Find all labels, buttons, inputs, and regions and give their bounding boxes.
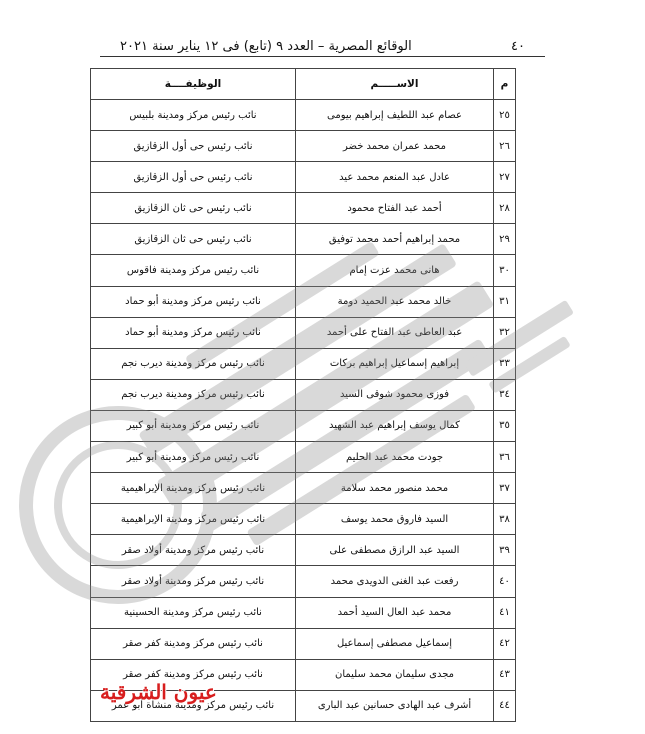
row-number: ٣٣ [494,348,516,379]
row-name: محمد منصور محمد سلامة [296,473,494,504]
row-number: ٢٨ [494,193,516,224]
table-row [91,535,516,566]
row-name: إبراهيم إسماعيل إبراهيم بركات [296,348,494,379]
table-row [91,193,516,224]
row-name: السيد فاروق محمد يوسف [296,504,494,535]
row-number: ٤٣ [494,659,516,690]
table-row [91,348,516,379]
row-job: نائب رئيس حى ثان الزقازيق [91,193,296,224]
column-header-num: م [494,69,516,100]
table-row [91,224,516,255]
appointments-table [90,68,516,722]
row-name: أشرف عبد الهادى حسانين عبد البارى [296,690,494,721]
row-name: مجدى سليمان محمد سليمان [296,659,494,690]
table-row [91,566,516,597]
row-number: ٤٢ [494,628,516,659]
table-row [91,442,516,473]
table-row [91,286,516,317]
table-row [91,162,516,193]
table-row [91,100,516,131]
row-name: جودت محمد عبد الحليم [296,442,494,473]
table-row [91,131,516,162]
row-job: نائب رئيس مركز ومدينة الإبراهيمية [91,473,296,504]
row-number: ٣٨ [494,504,516,535]
row-number: ٢٧ [494,162,516,193]
row-job: نائب رئيس مركز ومدينة أولاد صقر [91,566,296,597]
row-job: نائب رئيس مركز ومدينة كفر صقر [91,628,296,659]
row-number: ٣٦ [494,442,516,473]
row-job: نائب رئيس حى أول الزقازيق [91,131,296,162]
row-number: ٣٥ [494,410,516,441]
site-logo-text: عيون الشرقية [100,680,217,704]
table-row [91,317,516,348]
row-job: نائب رئيس مركز ومدينة بلبيس [91,100,296,131]
table-header-row [91,69,516,100]
page-number: ٤٠ [511,39,525,54]
table-row [91,255,516,286]
row-number: ٣٧ [494,473,516,504]
row-job: نائب رئيس حى ثان الزقازيق [91,224,296,255]
row-job: نائب رئيس مركز ومدينة أبو كبير [91,442,296,473]
row-name: فوزى محمود شوقى السيد [296,379,494,410]
row-number: ٣٢ [494,317,516,348]
row-name: عبد العاطى عبد الفتاح على أحمد [296,317,494,348]
row-name: أحمد عبد الفتاح محمود [296,193,494,224]
row-job: نائب رئيس مركز ومدينة أبو حماد [91,317,296,348]
row-job: نائب رئيس مركز ومدينة ديرب نجم [91,379,296,410]
row-number: ٤٠ [494,566,516,597]
header-rule [100,56,545,57]
table-row [91,597,516,628]
row-name: خالد محمد عبد الحميد دومة [296,286,494,317]
row-number: ٢٦ [494,131,516,162]
row-job: نائب رئيس مركز ومدينة أبو حماد [91,286,296,317]
row-name: إسماعيل مصطفى إسماعيل [296,628,494,659]
row-number: ٤٤ [494,690,516,721]
row-name: السيد عبد الرازق مصطفى على [296,535,494,566]
row-job: نائب رئيس مركز ومدينة منشأة أبو عمر [91,690,296,721]
row-number: ٢٥ [494,100,516,131]
row-name: رفعت عبد الغنى الدويدى محمد [296,566,494,597]
row-job: نائب رئيس مركز ومدينة أبو كبير [91,410,296,441]
table-row [91,379,516,410]
row-job: نائب رئيس مركز ومدينة الإبراهيمية [91,504,296,535]
row-number: ٤١ [494,597,516,628]
column-header-name: الاســـــم [296,69,494,100]
row-number: ٣٤ [494,379,516,410]
row-job: نائب رئيس مركز ومدينة ديرب نجم [91,348,296,379]
row-name: عصام عبد اللطيف إبراهيم بيومى [296,100,494,131]
row-name: كمال يوسف إبراهيم عبد الشهيد [296,410,494,441]
site-logo [100,680,217,720]
column-header-job: الوظيفــــة [91,69,296,100]
row-job: نائب رئيس حى أول الزقازيق [91,162,296,193]
row-name: محمد إبراهيم أحمد محمد توفيق [296,224,494,255]
table-row [91,628,516,659]
row-number: ٣٩ [494,535,516,566]
row-number: ٢٩ [494,224,516,255]
row-number: ٣٠ [494,255,516,286]
row-name: محمد عبد العال السيد أحمد [296,597,494,628]
row-number: ٣١ [494,286,516,317]
row-job: نائب رئيس مركز ومدينة فاقوس [91,255,296,286]
row-job: نائب رئيس مركز ومدينة الحسينية [91,597,296,628]
row-name: محمد عمران محمد خضر [296,131,494,162]
row-name: هانى محمد عزت إمام [296,255,494,286]
row-name: عادل عبد المنعم محمد عيد [296,162,494,193]
page-header [120,30,525,54]
row-job: نائب رئيس مركز ومدينة كفر صقر [91,659,296,690]
row-job: نائب رئيس مركز ومدينة أولاد صقر [91,535,296,566]
table-row [91,504,516,535]
running-title: الوقائع المصرية – العدد ٩ (تابع) فى ١٢ يناير سنة ٢٠٢١ [120,39,412,54]
table-row [91,410,516,441]
table-row [91,473,516,504]
